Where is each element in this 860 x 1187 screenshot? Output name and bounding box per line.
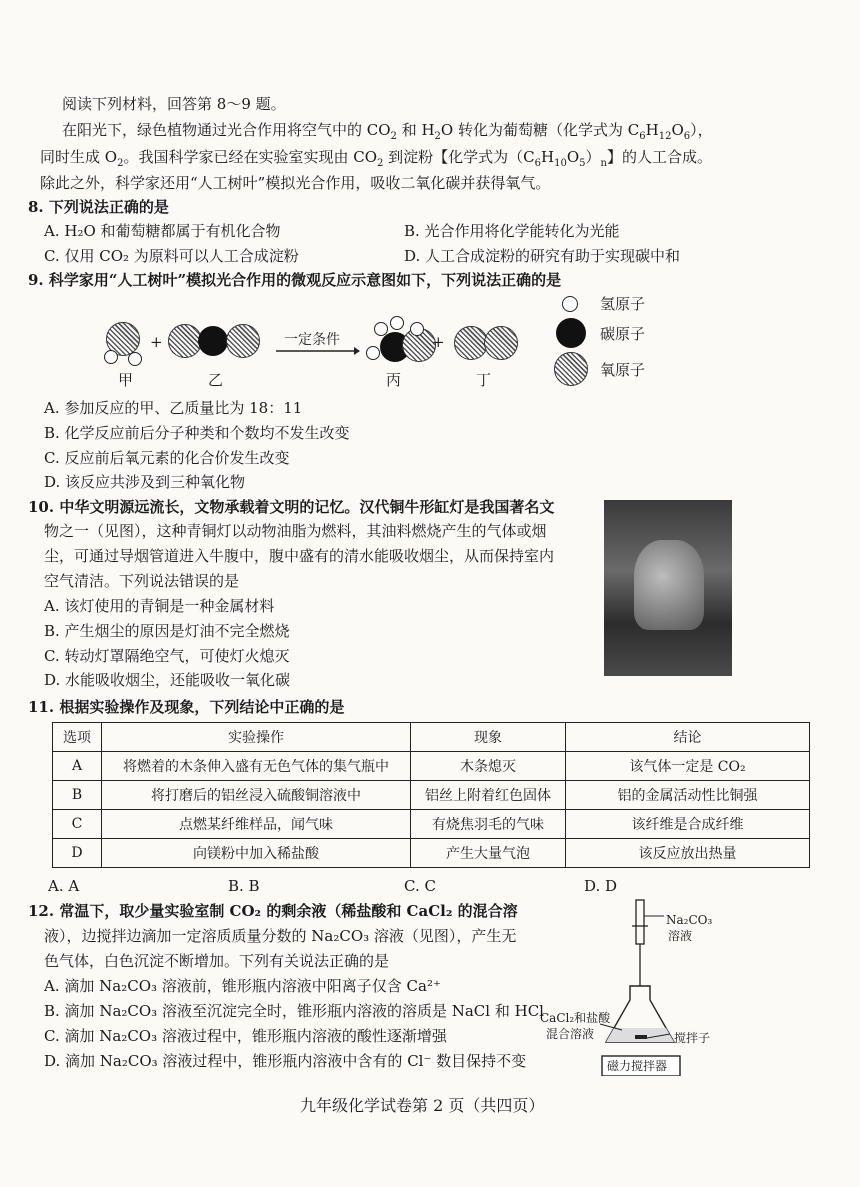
table-row [53,781,810,810]
table-cell: D [53,839,102,868]
table-header: 实验操作 [102,723,411,752]
reaction-arrow [276,346,360,356]
label-jia: 甲 [118,371,134,389]
fig-cacl2-label: CaCl₂和盐酸 [540,1011,611,1025]
q10-option-b: B. 产生烟尘的原因是灯油不完全燃烧 [44,622,290,640]
q10-option-d: D. 水能吸收烟尘，还能吸收一氧化碳 [44,671,291,689]
q8-option-d: D. 人工合成淀粉的研究有助于实现碳中和 [404,247,681,265]
q12-line-3: 色气体，白色沉淀不断增加。下列有关说法正确的是 [44,952,390,970]
q10-line-4: 空气清洁。下列说法错误的是 [44,572,240,590]
table-header: 现象 [411,723,566,752]
bronze-lamp-photo [604,500,732,676]
fig-na2co3-label: Na₂CO₃ [666,913,713,927]
q11-option-b: B. B [228,877,260,895]
q12-line-1: 12. 常温下，取少量实验室制 CO₂ 的剩余液（稀盐酸和 CaCl₂ 的混合溶 [28,902,518,920]
q11-stem: 11. 根据实验操作及现象，下列结论中正确的是 [28,698,345,716]
legend-carbon-icon [556,318,586,348]
table-header-row [53,723,810,752]
page-footer: 九年级化学试卷第 2 页（共四页） [300,1096,545,1115]
q12-option-b: B. 滴加 Na₂CO₃ 溶液至沉淀完全时，锥形瓶内溶液的溶质是 NaCl 和 HCl [44,1002,544,1020]
hydrogen-atom [410,322,424,336]
q8-option-b: B. 光合作用将化学能转化为光能 [404,222,620,240]
q11-option-d: D. D [584,877,618,895]
fig-stir-bar-label: 搅拌子 [674,1031,711,1045]
oxygen-atom [454,326,488,360]
fig-magnetic-stirrer-label: 磁力搅拌器 [607,1059,668,1073]
legend-hydrogen-icon [562,296,578,312]
q10-line-2: 物之一（见图），这种青铜灯以动物油脂为燃料，其油料燃烧产生的气体或烟 [44,522,547,540]
q12-option-d: D. 滴加 Na₂CO₃ 溶液过程中，锥形瓶内溶液中含有的 Cl⁻ 数目保持不变 [44,1052,527,1070]
intro-line-1: 阅读下列材料，回答第 8～9 题。 [62,95,286,113]
table-cell: 该反应放出热量 [566,839,810,868]
q11-option-a: A. A [48,877,80,895]
legend-oxygen: 氧原子 [600,361,646,379]
oxygen-atom [226,324,260,358]
table-cell: 铝丝上附着红色固体 [411,781,566,810]
table-cell: A [53,752,102,781]
table-cell: 该纤维是合成纤维 [566,810,810,839]
plus-sign: + [150,333,163,351]
table-cell: 有烧焦羽毛的气味 [411,810,566,839]
lamp-shape [634,540,704,630]
table-row [53,839,810,868]
plus-sign: + [432,333,445,351]
q11-option-c: C. C [404,877,436,895]
q10-option-a: A. 该灯使用的青铜是一种金属材料 [44,597,275,615]
intro-line-2: 在阳光下，绿色植物通过光合作用将空气中的 $CO_2$ 和 $H_2O$ 转化为葡萄糖（化学式为 $C_6H_{12}O_6$）， [62,121,713,142]
fig-solution-label: 溶液 [668,929,693,943]
label-ding: 丁 [476,371,492,389]
q10-line-3: 尘，可通过导烟管道进入牛腹中，腹中盛有的清水能吸收烟尘，从而保持室内 [44,547,555,565]
table-header: 选项 [53,723,102,752]
q8-stem: 8. 下列说法正确的是 [28,198,169,216]
label-bing: 丙 [386,371,402,389]
oxygen-atom [484,326,518,360]
legend-oxygen-icon [554,352,588,386]
table-cell: 产生大量气泡 [411,839,566,868]
table-cell: 将燃着的木条伸入盛有无色气体的集气瓶中 [102,752,411,781]
table-cell: 木条熄灭 [411,752,566,781]
q12-option-a: A. 滴加 Na₂CO₃ 溶液前，锥形瓶内溶液中阳离子仅含 Ca²⁺ [44,977,441,995]
table-cell: 点燃某纤维样品，闻气味 [102,810,411,839]
q9-option-a: A. 参加反应的甲、乙质量比为 18：11 [44,399,303,417]
hydrogen-atom [128,352,142,366]
q9-stem: 9. 科学家用“人工树叶”模拟光合作用的微观反应示意图如下，下列说法正确的是 [28,271,562,289]
intro-line-4: 除此之外，科学家还用“人工树叶”模拟光合作用，吸收二氧化碳并获得氧气。 [40,174,551,192]
reaction-condition: 一定条件 [284,332,340,348]
table-header: 结论 [566,723,810,752]
experiment-table [52,722,810,868]
intro-line-3: 同时生成 $O_2$。我国科学家已经在实验室实现由 $CO_2$ 到淀粉【化学式为$(C_6H_{10}O_5)_n$】的人工合成。 [40,148,712,169]
carbon-atom [198,326,228,356]
q9-option-b: B. 化学反应前后分子种类和个数均不发生改变 [44,424,350,442]
legend-hydrogen: 氢原子 [600,295,646,313]
q9-option-d: D. 该反应共涉及到三种氧化物 [44,473,246,491]
q12-option-c: C. 滴加 Na₂CO₃ 溶液过程中，锥形瓶内溶液的酸性逐渐增强 [44,1027,447,1045]
q8-option-a: A. H₂O 和葡萄糖都属于有机化合物 [44,222,281,240]
table-cell: C [53,810,102,839]
table-row [53,752,810,781]
q10-line-1: 10. 中华文明源远流长，文物承载着文明的记忆。汉代铜牛形缸灯是我国著名文 [28,498,555,516]
q12-line-2: 液），边搅拌边滴加一定溶质质量分数的 Na₂CO₃ 溶液（见图），产生无 [44,927,517,945]
table-cell: 向镁粉中加入稀盐酸 [102,839,411,868]
label-yi: 乙 [208,371,224,389]
q9-option-c: C. 反应前后氧元素的化合价发生改变 [44,449,290,467]
table-cell: 铝的金属活动性比铜强 [566,781,810,810]
legend-carbon: 碳原子 [600,325,646,343]
hydrogen-atom [390,316,404,330]
table-row [53,810,810,839]
table-cell: B [53,781,102,810]
titration-apparatus [540,896,740,1076]
oxygen-atom [168,324,202,358]
table-cell: 该气体一定是 CO₂ [566,752,810,781]
q10-option-c: C. 转动灯罩隔绝空气，可使灯火熄灭 [44,647,290,665]
hydrogen-atom [366,346,380,360]
q8-option-c: C. 仅用 CO₂ 为原料可以人工合成淀粉 [44,247,299,265]
hydrogen-atom [104,350,118,364]
fig-mix-label: 混合溶液 [546,1027,595,1041]
table-cell: 将打磨后的铝丝浸入硫酸铜溶液中 [102,781,411,810]
